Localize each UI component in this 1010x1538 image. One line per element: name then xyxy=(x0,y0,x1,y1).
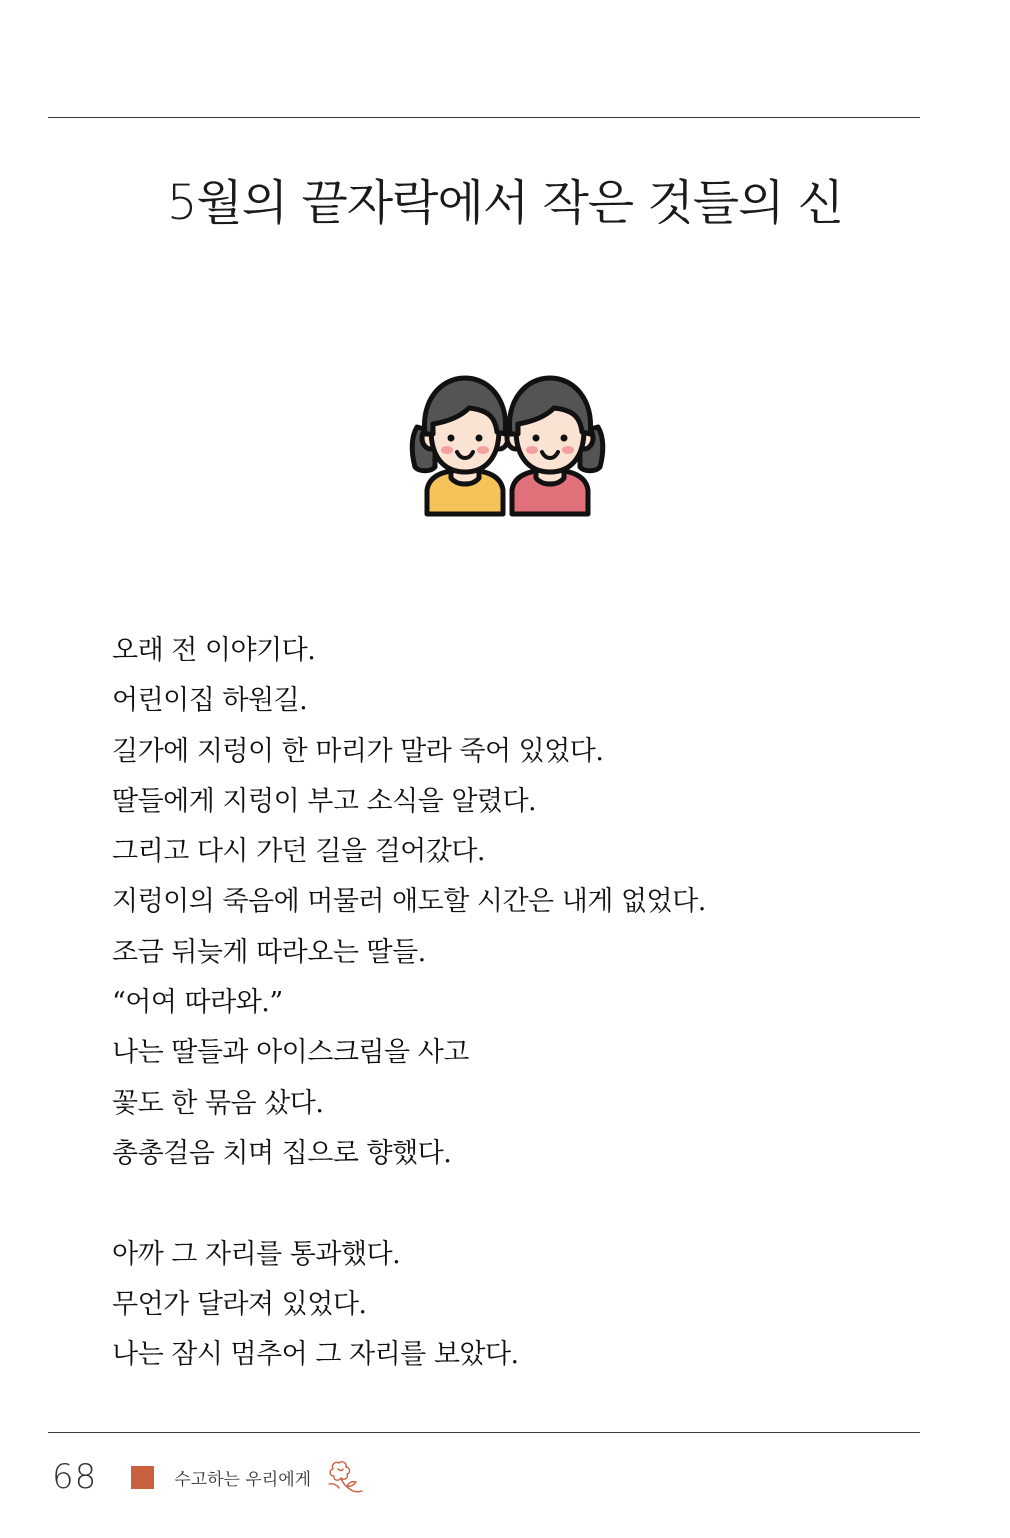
text-line: 꽃도 한 묶음 샀다. xyxy=(112,1087,324,1119)
accent-square xyxy=(131,1466,154,1489)
text-line: 나는 딸들과 아이스크림을 사고 xyxy=(112,1037,469,1069)
text-line: 그리고 다시 가던 길을 걸어갔다. xyxy=(112,836,485,868)
text-line: 딸들에게 지렁이 부고 소식을 알렸다. xyxy=(112,785,537,817)
page-number: 68 xyxy=(52,1457,98,1497)
page-title: 5월의 끝자락에서 작은 것들의 신 xyxy=(166,175,844,231)
book-title: 수고하는 우리에게 xyxy=(174,1469,312,1490)
text-line: 나는 잠시 멈추어 그 자리를 보았다. xyxy=(112,1339,519,1371)
text-line: 길가에 지렁이 한 마리가 말라 죽어 있었다. xyxy=(112,735,604,767)
twin-girls-icon xyxy=(405,372,610,517)
flower-icon xyxy=(325,1457,365,1497)
body-text xyxy=(112,626,912,1380)
text-line: 무언가 달라져 있었다. xyxy=(112,1288,367,1320)
text-line: 오래 전 이야기다. xyxy=(112,635,316,666)
top-rule xyxy=(48,117,920,118)
text-line: 조금 뒤늦게 따라오는 딸들. xyxy=(112,936,426,968)
text-line: 총총걸음 치며 집으로 향했다. xyxy=(112,1137,452,1169)
text-line: “어여 따라와.” xyxy=(112,987,283,1019)
text-line: 지렁이의 죽음에 머물러 애도할 시간은 내게 없었다. xyxy=(112,886,706,918)
text-line: 아까 그 자리를 통과했다. xyxy=(112,1238,401,1270)
paragraph-gap xyxy=(112,1179,912,1229)
page-footer xyxy=(52,1452,365,1502)
bottom-rule xyxy=(48,1432,920,1433)
text-line: 어린이집 하원길. xyxy=(112,685,308,717)
